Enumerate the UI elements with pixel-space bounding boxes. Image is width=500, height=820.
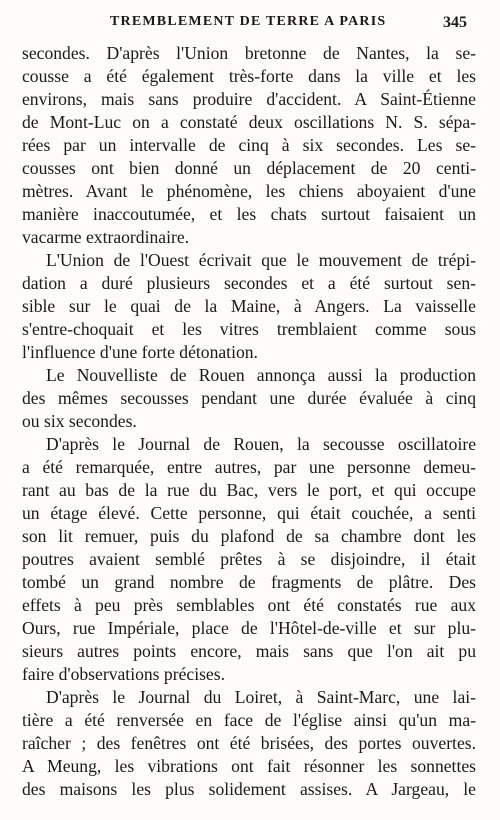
text-line: des maisons les plus solidement assises. A Jargeau, le (22, 779, 476, 799)
text-line: sieurs autres points encore, mais sans que l'on ait pu (22, 641, 476, 661)
text-line: D'après le Journal du Loiret, à Saint-Marc, une lai- (46, 687, 476, 707)
text-line: rées par un intervalle de cinq à six secondes. Les se- (22, 135, 476, 155)
text-line: dation a duré plusieurs secondes et a été surtout sen- (22, 273, 476, 293)
text-line: vacarme extraordinaire. (22, 227, 190, 247)
text-line: cousse a été également très-forte dans la ville et les (22, 66, 476, 86)
text-line: tière a été renversée en face de l'église ainsi qu'un ma- (22, 710, 476, 730)
page-header (0, 14, 500, 36)
text-line: Le Nouvelliste de Rouen annonça aussi la production (46, 365, 476, 385)
text-line: son lit remuer, puis du plafond de sa chambre dont les (22, 526, 476, 546)
text-line: de Mont-Luc on a constaté deux oscillations N. S. sépa- (22, 112, 476, 132)
text-line: sible sur le quai de la Maine, à Angers. La vaisselle (22, 296, 476, 316)
text-line: l'influence d'une forte détonation. (22, 342, 258, 362)
text-line: des mêmes secousses pendant une durée évaluée à cinq (22, 388, 476, 408)
text-line: L'Union de l'Ouest écrivait que le mouvement de trépi- (46, 250, 476, 270)
text-line: mètres. Avant le phénomène, les chiens aboyaient d'une (22, 181, 476, 201)
text-line: D'après le Journal de Rouen, la secousse oscillatoire (46, 434, 476, 454)
text-line: raîcher ; des fenêtres ont été brisées, des portes ouvertes. (22, 733, 476, 753)
text-line: s'entre-choquait et les vitres tremblaient comme sous (22, 319, 476, 339)
text-line: effets à peu près semblables ont été constatés rue aux (22, 595, 476, 615)
text-line: a été remarquée, entre autres, par une personne demeu- (22, 457, 476, 477)
text-line: manière inaccoutumée, et les chats surtout faisaient un (22, 204, 476, 224)
body-text (22, 42, 476, 801)
text-line: environs, mais sans produire d'accident. A Saint-Étienne (22, 89, 476, 109)
page-number: 345 (443, 14, 467, 31)
text-line: tombé un grand nombre de fragments de plâtre. Des (22, 572, 476, 592)
text-line: un étage élevé. Cette personne, qui était couchée, a senti (22, 503, 476, 523)
text-line: poutres avaient semblé prêtes à se disjoindre, il était (22, 549, 476, 569)
running-head: TREMBLEMENT DE TERRE A PARIS (110, 14, 387, 29)
text-line: cousses ont bien donné un déplacement de 20 centi- (22, 158, 476, 178)
text-line: Ours, rue Impériale, place de l'Hôtel-de-ville et sur plu- (22, 618, 476, 638)
text-line: faire d'observations précises. (22, 664, 225, 684)
text-line: rant au bas de la rue du Bac, vers le port, et qui occupe (22, 480, 476, 500)
text-line: A Meung, les vibrations ont fait résonner les sonnettes (22, 756, 476, 776)
text-line: ou six secondes. (22, 411, 137, 431)
text-line: secondes. D'après l'Union bretonne de Nantes, la se- (22, 43, 476, 63)
